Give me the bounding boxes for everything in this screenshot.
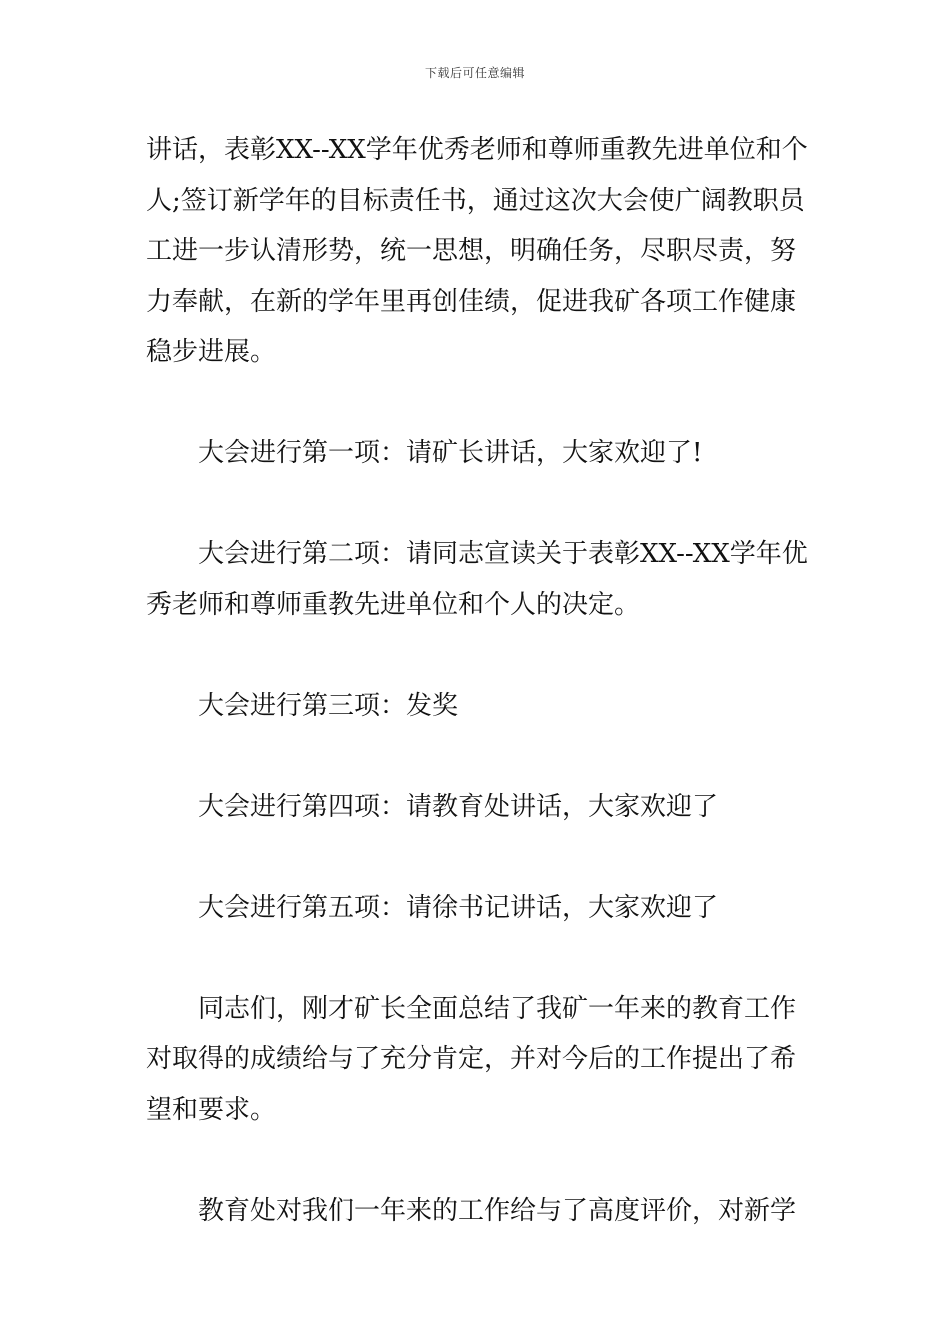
paragraph-gap [146, 731, 810, 782]
text-line: 教育处对我们一年来的工作给与了高度评价，对新学 [146, 1195, 797, 1226]
text-line: 力奉献，在新的学年里再创佳绩，促进我矿各项工作健康 [146, 286, 797, 317]
page-header: 下载后可任意编辑 [424, 66, 525, 80]
paragraph-gap [146, 479, 810, 530]
text-line: 大会进行第五项：请徐书记讲话，大家欢迎了 [146, 892, 719, 923]
paragraph-gap [146, 933, 810, 984]
document-body [146, 125, 810, 1236]
paragraph-gap [146, 378, 810, 429]
paragraph-gap [146, 1135, 810, 1186]
text-line: 人;签订新学年的目标责任书，通过这次大会使广阔教职员 [146, 185, 805, 216]
paragraph-gap [146, 832, 810, 883]
paragraph-gap [146, 630, 810, 681]
text-line: 稳步进展。 [146, 337, 277, 367]
text-line: 大会进行第一项：请矿长讲话，大家欢迎了! [146, 438, 703, 468]
text-line: 秀老师和尊师重教先进单位和个人的决定。 [146, 589, 641, 620]
text-line: 对取得的成绩给与了充分肯定，并对今后的工作提出了希 [146, 1044, 797, 1074]
text-line: 大会进行第二项：请同志宣读关于表彰XX--XX学年优 [146, 539, 808, 569]
text-line: 望和要求。 [146, 1094, 277, 1125]
text-line: 大会进行第三项：发奖 [146, 690, 459, 721]
text-line: 工进一步认清形势，统一思想，明确任务，尽职尽责，努 [146, 236, 797, 266]
text-line: 同志们，刚才矿长全面总结了我矿一年来的教育工作 [146, 993, 797, 1024]
text-line: 讲话，表彰XX--XX学年优秀老师和尊师重教先进单位和个 [146, 135, 808, 165]
text-line: 大会进行第四项：请教育处讲话，大家欢迎了 [146, 791, 719, 822]
